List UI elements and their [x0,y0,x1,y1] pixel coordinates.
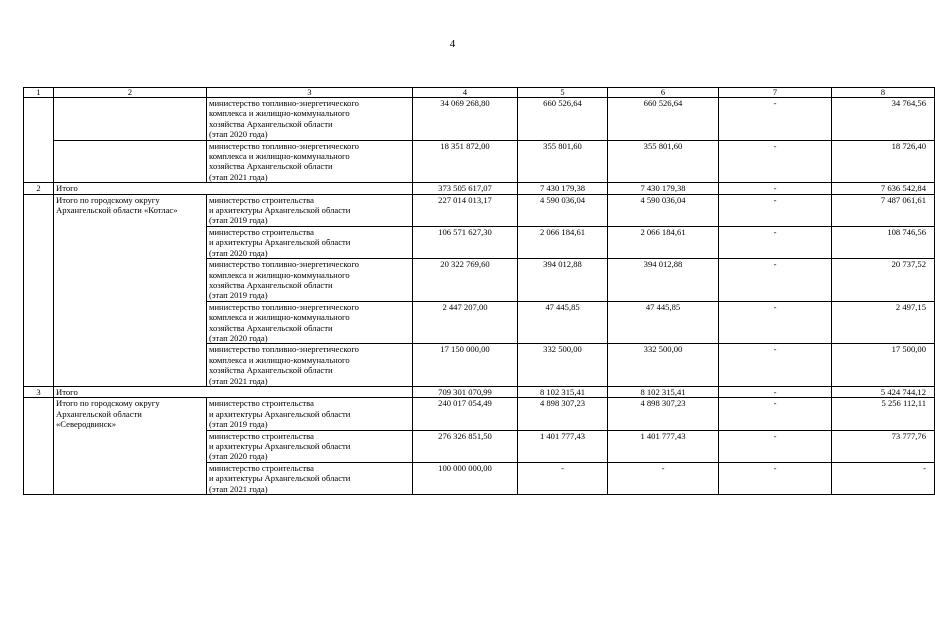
ministry-line: хозяйства Архангельской области [209,279,333,290]
amount-c6-cell: 47 445,85 [608,301,719,344]
ministry-cell [207,259,413,302]
ministry-cell [207,194,413,226]
total-label-cell: Итого [54,386,413,397]
ministry-line: министерство топливно-энергетического [209,301,359,312]
ministry-line: министерство топливно-энергетического [209,344,359,355]
ministry-line: хозяйства Архангельской области [209,365,333,376]
amount-c5-cell: 4 898 307,23 [518,398,608,430]
col-header-3: 3 [207,88,413,98]
col-header-1: 1 [24,88,54,98]
amount-c7-cell: - [719,226,832,258]
ministry-line: и архитектуры Архангельской области [209,473,351,484]
ministry-line: и архитектуры Архангельской области [209,237,351,248]
amount-c6-cell: 8 102 315,41 [608,386,719,397]
table-row [24,140,935,183]
row-number-cell [24,194,54,386]
col-header-7: 7 [719,88,832,98]
amount-c4-cell: 240 017 054,49 [413,398,518,430]
total-label-cell: Итого [54,183,413,194]
amount-c8-cell: 5 424 744,12 [832,386,935,397]
ministry-line: (этап 2020 года) [209,247,268,258]
ministry-cell [207,140,413,183]
ministry-line: министерство топливно-энергетического [209,259,359,270]
row-number-cell [24,398,54,495]
amount-c8-cell: 34 764,56 [832,98,935,141]
amount-c8-cell: 18 726,40 [832,140,935,183]
amount-c8-cell: 17 500,00 [832,344,935,387]
table-row [24,398,935,430]
amount-c4-cell: 100 000 000,00 [413,462,518,494]
amount-c4-cell: 227 014 013,17 [413,194,518,226]
ministry-cell [207,98,413,141]
amount-c8-cell: 7 636 542,84 [832,183,935,194]
amount-c7-cell: - [719,140,832,183]
ministry-line: хозяйства Архангельской области [209,161,333,172]
amount-c7-cell: - [719,386,832,397]
amount-c4-cell: 106 571 627,30 [413,226,518,258]
table-row [24,98,935,141]
amount-c5-cell: 8 102 315,41 [518,386,608,397]
ministry-line: и архитектуры Архангельской области [209,441,351,451]
amount-c5-cell: 355 801,60 [518,140,608,183]
amount-c8-cell: 7 487 061,61 [832,194,935,226]
ministry-line: (этап 2021 года) [209,375,268,386]
amount-c7-cell: - [719,259,832,302]
ministry-cell [207,462,413,494]
col-header-8: 8 [832,88,935,98]
amount-c7-cell: - [719,462,832,494]
ministry-line: комплекса и жилищно-коммунального [209,108,350,119]
amount-c6-cell: 332 500,00 [608,344,719,387]
amount-c8-cell: 20 737,52 [832,259,935,302]
amount-c5-cell: 4 590 036,04 [518,194,608,226]
amount-c6-cell: 4 898 307,23 [608,398,719,430]
amount-c4-cell: 276 326 851,50 [413,430,518,462]
amount-c5-cell: 2 066 184,61 [518,226,608,258]
amount-c6-cell: 2 066 184,61 [608,226,719,258]
ministry-line: (этап 2021 года) [209,171,268,182]
ministry-line: (этап 2020 года) [209,451,268,462]
col-header-5: 5 [518,88,608,98]
ministry-line: хозяйства Архангельской области [209,322,333,333]
ministry-line: комплекса и жилищно-коммунального [209,151,350,162]
municipality-cell: Итого по городскому округу Архангельской области «Северодвинск» [54,398,207,495]
amount-c7-cell: - [719,344,832,387]
amount-c5-cell: 1 401 777,43 [518,430,608,462]
ministry-line: министерство строительства [209,226,314,237]
ministry-line: комплекса и жилищно-коммунального [209,312,350,323]
amount-c4-cell: 34 069 268,80 [413,98,518,141]
ministry-line: (этап 2019 года) [209,419,268,430]
municipality-cell [54,140,207,183]
col-header-4: 4 [413,88,518,98]
ministry-line: министерство топливно-энергетического [209,98,359,108]
amount-c4-cell: 20 322 769,60 [413,259,518,302]
ministry-cell [207,226,413,258]
row-number-cell [24,98,54,183]
amount-c5-cell: 47 445,85 [518,301,608,344]
amount-c6-cell: - [608,462,719,494]
funding-table [23,87,935,495]
ministry-line: министерство топливно-энергетического [209,140,359,151]
ministry-line: (этап 2020 года) [209,129,268,140]
amount-c4-cell: 17 150 000,00 [413,344,518,387]
ministry-line: министерство строительства [209,194,314,205]
amount-c5-cell: 394 012,88 [518,259,608,302]
amount-c4-cell: 18 351 872,00 [413,140,518,183]
amount-c5-cell: 7 430 179,38 [518,183,608,194]
col-header-2: 2 [54,88,207,98]
col-header-6: 6 [608,88,719,98]
amount-c6-cell: 1 401 777,43 [608,430,719,462]
ministry-line: министерство строительства [209,462,314,473]
ministry-line: (этап 2021 года) [209,483,268,494]
table-row [24,194,935,226]
ministry-cell [207,301,413,344]
amount-c5-cell: - [518,462,608,494]
amount-c7-cell: - [719,98,832,141]
ministry-line: (этап 2019 года) [209,215,268,226]
municipality-cell [54,98,207,141]
ministry-line: хозяйства Архангельской области [209,118,333,129]
amount-c7-cell: - [719,430,832,462]
amount-c8-cell: 73 777,76 [832,430,935,462]
amount-c4-cell: 2 447 207,00 [413,301,518,344]
amount-c6-cell: 355 801,60 [608,140,719,183]
ministry-line: комплекса и жилищно-коммунального [209,354,350,365]
total-row [24,386,935,397]
amount-c4-cell: 709 301 070,99 [413,386,518,397]
row-number-cell: 3 [24,386,54,397]
amount-c7-cell: - [719,183,832,194]
municipality-cell: Итого по городскому округу Архангельской области «Котлас» [54,194,207,386]
column-number-row [24,88,935,98]
ministry-cell [207,430,413,462]
amount-c8-cell: 108 746,56 [832,226,935,258]
amount-c6-cell: 7 430 179,38 [608,183,719,194]
amount-c6-cell: 660 526,64 [608,98,719,141]
ministry-cell [207,344,413,387]
amount-c4-cell: 373 505 617,07 [413,183,518,194]
row-number-cell: 2 [24,183,54,194]
amount-c7-cell: - [719,194,832,226]
ministry-line: и архитектуры Архангельской области [209,408,351,419]
amount-c8-cell: 5 256 112,11 [832,398,935,430]
ministry-line: комплекса и жилищно-коммунального [209,269,350,280]
amount-c8-cell: 2 497,15 [832,301,935,344]
amount-c5-cell: 332 500,00 [518,344,608,387]
amount-c8-cell: - [832,462,935,494]
ministry-line: министерство строительства [209,398,314,409]
page-number: 4 [449,38,456,50]
amount-c7-cell: - [719,398,832,430]
amount-c6-cell: 394 012,88 [608,259,719,302]
ministry-line: министерство строительства [209,430,314,441]
amount-c5-cell: 660 526,64 [518,98,608,141]
ministry-cell [207,398,413,430]
amount-c7-cell: - [719,301,832,344]
ministry-line: (этап 2020 года) [209,332,268,343]
amount-c6-cell: 4 590 036,04 [608,194,719,226]
total-row [24,183,935,194]
ministry-line: и архитектуры Архангельской области [209,205,351,216]
ministry-line: (этап 2019 года) [209,290,268,301]
